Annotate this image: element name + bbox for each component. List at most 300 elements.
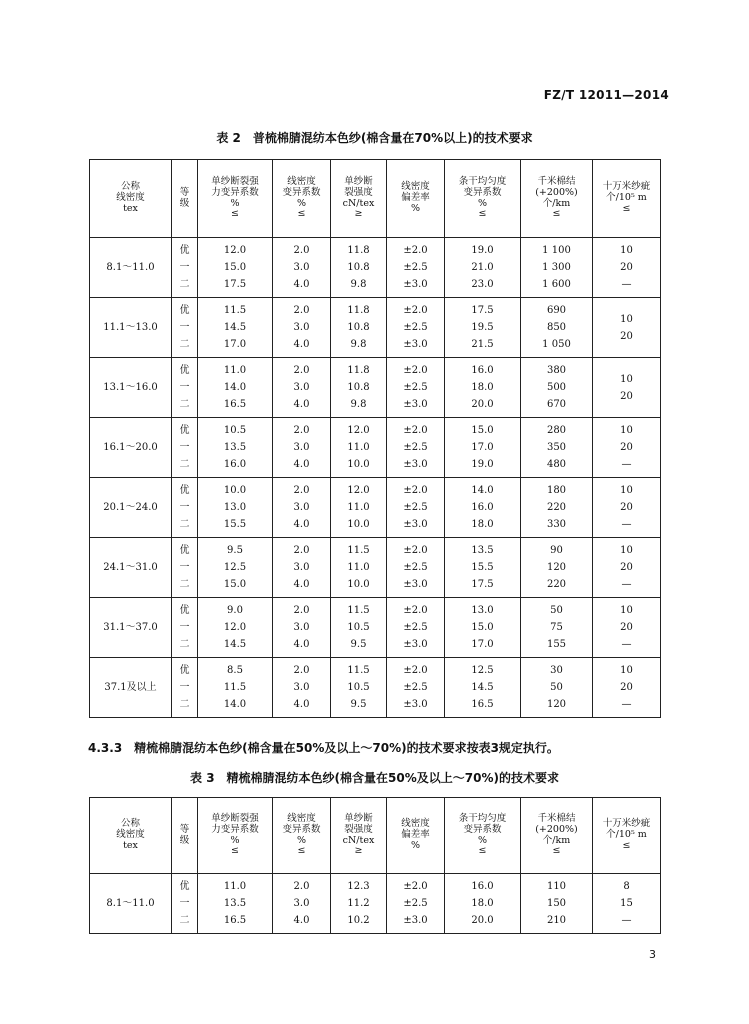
value: 17.0	[471, 442, 494, 453]
value: ±2.0	[403, 545, 428, 556]
value: 14.0	[471, 485, 494, 496]
value: 20.0	[471, 399, 494, 410]
value: ±3.0	[403, 279, 428, 290]
value: ±2.0	[403, 485, 428, 496]
header-line: 偏差率	[401, 829, 430, 841]
grade-label: 优	[179, 881, 190, 892]
table-row	[90, 298, 661, 358]
header-line: 等	[179, 186, 190, 198]
header-line: ≥	[354, 208, 363, 220]
density-cell: 11.1～13.0	[90, 298, 172, 358]
value: 670	[546, 399, 567, 410]
header-line: ≥	[354, 845, 363, 857]
value: 4.0	[293, 579, 310, 590]
deviation-cell	[387, 874, 445, 934]
value: 1 100	[542, 245, 571, 256]
value: 2.0	[293, 365, 310, 376]
clause-4-3-3: 4.3.3 精梳棉腈混纺本色纱(棉含量在50%及以上～70%)的技术要求按表3规定执行。	[88, 741, 559, 755]
grade-label: 一	[179, 442, 190, 453]
header-line: ≤	[231, 208, 239, 220]
header-line: 单纱断裂强	[211, 812, 259, 824]
faults-cell	[593, 658, 661, 718]
value: 11.0	[347, 562, 370, 573]
table-row	[90, 538, 661, 598]
value: 3.0	[293, 562, 310, 573]
header-line: 线密度	[116, 829, 145, 841]
value: 11.5	[347, 605, 370, 616]
tenacity-cell	[331, 418, 387, 478]
header-cell	[198, 798, 273, 874]
header-cell	[331, 798, 387, 874]
faults-cell	[593, 238, 661, 298]
value: 11.5	[347, 545, 370, 556]
grade-label: 二	[179, 915, 190, 926]
grade-cell	[172, 298, 198, 358]
header-line: ≤	[552, 845, 561, 857]
header-line: tex	[123, 202, 138, 214]
faults-cell	[593, 538, 661, 598]
value: ±3.0	[403, 459, 428, 470]
value: 16.0	[471, 502, 494, 513]
value: 20	[620, 390, 633, 402]
value: 9.8	[350, 339, 367, 350]
evenness-cell	[445, 478, 521, 538]
value: 21.0	[471, 262, 494, 273]
value: 10	[620, 313, 633, 325]
tenacity-cell	[331, 538, 387, 598]
neps-cell	[521, 478, 593, 538]
table-row	[90, 598, 661, 658]
grade-label: 优	[179, 545, 190, 556]
value: 14.5	[223, 639, 247, 650]
value: 9.5	[350, 699, 367, 710]
value: 110	[546, 881, 567, 892]
value: 1 050	[542, 339, 571, 350]
header-line: 公称	[120, 181, 140, 193]
grade-label: 一	[179, 262, 190, 273]
evenness-cell	[445, 538, 521, 598]
value: ±2.5	[403, 682, 428, 693]
grade-cell	[172, 658, 198, 718]
value: 2.0	[293, 305, 310, 316]
header-line: ≤	[552, 208, 561, 220]
value: ±2.0	[403, 365, 428, 376]
tenacity-cell	[331, 238, 387, 298]
value: 13.0	[471, 605, 494, 616]
header-cell	[172, 160, 198, 238]
value: 2.0	[293, 881, 310, 892]
faults-cell	[593, 874, 661, 934]
value: 75	[550, 622, 563, 633]
cv-strength-cell	[198, 658, 273, 718]
value: 11.2	[347, 898, 370, 909]
header-cell	[331, 160, 387, 238]
cv-density-cell	[273, 478, 331, 538]
header-line: cN/tex	[342, 834, 375, 846]
header-line: %	[296, 197, 307, 209]
value: —	[621, 579, 632, 590]
value: 11.8	[347, 245, 370, 256]
grade-cell	[172, 358, 198, 418]
neps-cell	[521, 298, 593, 358]
value: 11.5	[347, 665, 370, 676]
grade-label: 一	[179, 502, 190, 513]
value: 16.5	[223, 915, 247, 926]
header-line: 力变异系数	[211, 823, 259, 835]
value: 13.5	[223, 442, 247, 453]
value: 3.0	[293, 682, 310, 693]
deviation-cell	[387, 598, 445, 658]
value: 90	[550, 545, 563, 556]
header-line: 个/10⁵ m	[606, 829, 647, 841]
value: 11.5	[223, 682, 247, 693]
header-cell	[445, 798, 521, 874]
value: 350	[546, 442, 567, 453]
value: 10	[620, 665, 633, 676]
value: 4.0	[293, 699, 310, 710]
evenness-cell	[445, 298, 521, 358]
value: ±3.0	[403, 915, 428, 926]
header-cell	[172, 798, 198, 874]
value: 10.0	[223, 485, 247, 496]
value: 10	[620, 485, 633, 496]
value: 120	[546, 562, 567, 573]
tenacity-cell	[331, 358, 387, 418]
grade-label: 二	[179, 519, 190, 530]
header-line: 线密度	[287, 175, 316, 187]
value: 8	[623, 881, 630, 892]
value: ±2.0	[403, 425, 428, 436]
header-line: ≤	[622, 202, 631, 214]
header-line: 单纱断	[344, 175, 373, 187]
header-line: cN/tex	[342, 197, 375, 209]
grade-label: 二	[179, 579, 190, 590]
header-line: 十万米纱疵	[602, 181, 651, 193]
value: 2.0	[293, 605, 310, 616]
value: 17.5	[223, 279, 247, 290]
header-cell	[273, 160, 331, 238]
grade-label: 优	[179, 485, 190, 496]
header-line: %	[477, 197, 488, 209]
header-line: 变异系数	[282, 186, 321, 198]
header-line: 裂强度	[344, 186, 373, 198]
value: 500	[546, 382, 567, 393]
header-line: ≤	[231, 845, 239, 857]
value: 14.0	[223, 382, 247, 393]
faults-cell	[593, 598, 661, 658]
value: 11.5	[223, 305, 247, 316]
value: 690	[546, 305, 567, 316]
density-cell: 37.1及以上	[90, 658, 172, 718]
tenacity-cell	[331, 598, 387, 658]
header-line: 线密度	[287, 812, 316, 824]
grade-label: 优	[179, 665, 190, 676]
value: 17.5	[471, 579, 494, 590]
header-line: 公称	[120, 818, 140, 830]
header-line: %	[230, 834, 240, 846]
grade-label: 一	[179, 622, 190, 633]
table2-caption: 表 2 普梳棉腈混纺本色纱(棉含量在70%以上)的技术要求	[216, 131, 533, 145]
value: 4.0	[293, 399, 310, 410]
tenacity-cell	[331, 478, 387, 538]
value: 19.0	[471, 459, 494, 470]
value: ±3.0	[403, 339, 428, 350]
value: 18.0	[471, 382, 494, 393]
density-cell: 31.1～37.0	[90, 598, 172, 658]
value: 16.5	[223, 399, 247, 410]
header-line: 个/km	[542, 834, 571, 846]
neps-cell	[521, 658, 593, 718]
cv-strength-cell	[198, 598, 273, 658]
grade-cell	[172, 874, 198, 934]
value: —	[621, 459, 632, 470]
grade-label: 二	[179, 339, 190, 350]
header-line: 变异系数	[463, 186, 502, 198]
page-number: 3	[649, 948, 656, 961]
table2	[89, 159, 661, 718]
faults-cell	[593, 358, 661, 418]
neps-cell	[521, 358, 593, 418]
value: 10	[620, 373, 633, 385]
value: 11.0	[347, 442, 370, 453]
density-cell: 24.1～31.0	[90, 538, 172, 598]
grade-label: 二	[179, 699, 190, 710]
value: 2.0	[293, 245, 310, 256]
value: 2.0	[293, 425, 310, 436]
tenacity-cell	[331, 658, 387, 718]
grade-label: 一	[179, 898, 190, 909]
value: 155	[546, 639, 567, 650]
value: 3.0	[293, 262, 310, 273]
value: 1 600	[542, 279, 571, 290]
value: 20	[620, 562, 633, 573]
value: 30	[550, 665, 563, 676]
grade-label: 优	[179, 605, 190, 616]
header-line: 等	[179, 823, 190, 835]
header-line: %	[477, 834, 488, 846]
grade-label: 一	[179, 382, 190, 393]
value: 3.0	[293, 898, 310, 909]
value: 16.5	[471, 699, 494, 710]
table-row	[90, 238, 661, 298]
value: ±2.5	[403, 322, 428, 333]
header-line: %	[230, 197, 240, 209]
value: 10.5	[223, 425, 247, 436]
value: 8.5	[227, 665, 243, 676]
value: 10.8	[347, 382, 370, 393]
header-line: tex	[123, 839, 138, 851]
value: 180	[546, 485, 567, 496]
value: 14.5	[471, 682, 494, 693]
value: 11.8	[347, 365, 370, 376]
value: 13.5	[223, 898, 247, 909]
table-row	[90, 874, 661, 934]
value: 20	[620, 442, 633, 453]
value: 14.5	[223, 322, 247, 333]
cv-density-cell	[273, 874, 331, 934]
value: 18.0	[471, 898, 494, 909]
header-line: ≤	[297, 845, 306, 857]
value: 1 300	[542, 262, 571, 273]
value: —	[621, 915, 632, 926]
value: 2.0	[293, 665, 310, 676]
value: 220	[546, 502, 567, 513]
value: 12.0	[347, 425, 370, 436]
value: ±3.0	[403, 699, 428, 710]
header-line: 级	[179, 197, 190, 209]
header-line: 裂强度	[344, 823, 373, 835]
value: ±2.5	[403, 502, 428, 513]
value: 12.3	[347, 881, 370, 892]
value: ±2.0	[403, 305, 428, 316]
value: 9.5	[350, 639, 367, 650]
value: 3.0	[293, 442, 310, 453]
value: —	[621, 519, 632, 530]
header-cell	[593, 160, 661, 238]
value: 10.5	[347, 682, 370, 693]
header-line: 单纱断	[344, 812, 373, 824]
cv-density-cell	[273, 298, 331, 358]
value: 20	[620, 262, 633, 273]
value: 13.0	[223, 502, 247, 513]
grade-label: 二	[179, 639, 190, 650]
faults-cell	[593, 418, 661, 478]
value: 17.0	[471, 639, 494, 650]
value: —	[621, 699, 632, 710]
header-line: %	[296, 834, 307, 846]
value: ±2.5	[403, 262, 428, 273]
density-cell: 13.1～16.0	[90, 358, 172, 418]
header-line: 个/km	[542, 197, 571, 209]
grade-label: 优	[179, 245, 190, 256]
header-line: %	[410, 839, 421, 851]
value: 9.0	[227, 605, 243, 616]
value: 11.8	[347, 305, 370, 316]
deviation-cell	[387, 478, 445, 538]
header-line: 个/10⁵ m	[606, 192, 647, 204]
header-line: ≤	[297, 208, 306, 220]
neps-cell	[521, 418, 593, 478]
value: ±3.0	[403, 639, 428, 650]
value: 12.5	[223, 562, 247, 573]
cv-strength-cell	[198, 478, 273, 538]
value: 150	[546, 898, 567, 909]
grade-cell	[172, 598, 198, 658]
value: 15.0	[471, 425, 494, 436]
value: 18.0	[471, 519, 494, 530]
header-line: 级	[179, 834, 190, 846]
value: ±2.5	[403, 442, 428, 453]
deviation-cell	[387, 658, 445, 718]
deviation-cell	[387, 538, 445, 598]
grade-label: 优	[179, 365, 190, 376]
header-line: 线密度	[401, 818, 430, 830]
table3	[89, 797, 661, 934]
header-line: 条干均匀度	[458, 175, 507, 187]
cv-strength-cell	[198, 298, 273, 358]
value: 20.0	[471, 915, 494, 926]
value: 10.0	[347, 579, 370, 590]
header-line: 线密度	[116, 192, 145, 204]
value: 4.0	[293, 639, 310, 650]
grade-label: 二	[179, 279, 190, 290]
header-cell	[593, 798, 661, 874]
header-line: 线密度	[401, 181, 430, 193]
value: 15.0	[223, 262, 247, 273]
value: 13.5	[471, 545, 494, 556]
deviation-cell	[387, 358, 445, 418]
tenacity-cell	[331, 874, 387, 934]
value: 20	[620, 502, 633, 513]
faults-cell	[593, 478, 661, 538]
value: ±3.0	[403, 519, 428, 530]
value: 16.0	[223, 459, 247, 470]
header-line: 条干均匀度	[458, 812, 507, 824]
value: 10	[620, 425, 633, 436]
neps-cell	[521, 598, 593, 658]
value: 3.0	[293, 502, 310, 513]
header-cell	[387, 160, 445, 238]
header-line: %	[410, 202, 421, 214]
value: 4.0	[293, 459, 310, 470]
value: 850	[546, 322, 567, 333]
header-line: (+200%)	[535, 823, 578, 835]
value: 16.0	[471, 365, 494, 376]
cv-density-cell	[273, 418, 331, 478]
value: ±2.0	[403, 245, 428, 256]
value: 11.0	[223, 881, 247, 892]
header-line: ≤	[478, 845, 487, 857]
density-cell: 8.1～11.0	[90, 238, 172, 298]
value: 4.0	[293, 339, 310, 350]
value: 10.2	[347, 915, 370, 926]
cv-density-cell	[273, 358, 331, 418]
header-line: 千米棉结	[537, 175, 576, 187]
value: 12.5	[471, 665, 494, 676]
table-row	[90, 478, 661, 538]
header-line: 单纱断裂强	[211, 175, 259, 187]
header-line: 偏差率	[401, 192, 430, 204]
cv-strength-cell	[198, 538, 273, 598]
value: 220	[546, 579, 567, 590]
grade-cell	[172, 478, 198, 538]
value: 10.0	[347, 519, 370, 530]
value: 10.5	[347, 622, 370, 633]
cv-strength-cell	[198, 874, 273, 934]
value: 14.0	[223, 699, 247, 710]
value: 19.5	[471, 322, 494, 333]
header-cell	[445, 160, 521, 238]
value: 9.8	[350, 279, 367, 290]
density-cell: 8.1～11.0	[90, 874, 172, 934]
grade-label: 二	[179, 399, 190, 410]
faults-cell	[593, 298, 661, 358]
value: —	[621, 279, 632, 290]
value: ±2.0	[403, 605, 428, 616]
value: 17.0	[223, 339, 247, 350]
value: 12.0	[223, 622, 247, 633]
value: 23.0	[471, 279, 494, 290]
evenness-cell	[445, 598, 521, 658]
grade-label: 优	[179, 425, 190, 436]
cv-strength-cell	[198, 418, 273, 478]
table-row	[90, 358, 661, 418]
value: 4.0	[293, 519, 310, 530]
cv-density-cell	[273, 658, 331, 718]
value: 480	[546, 459, 567, 470]
value: 9.8	[350, 399, 367, 410]
cv-strength-cell	[198, 358, 273, 418]
